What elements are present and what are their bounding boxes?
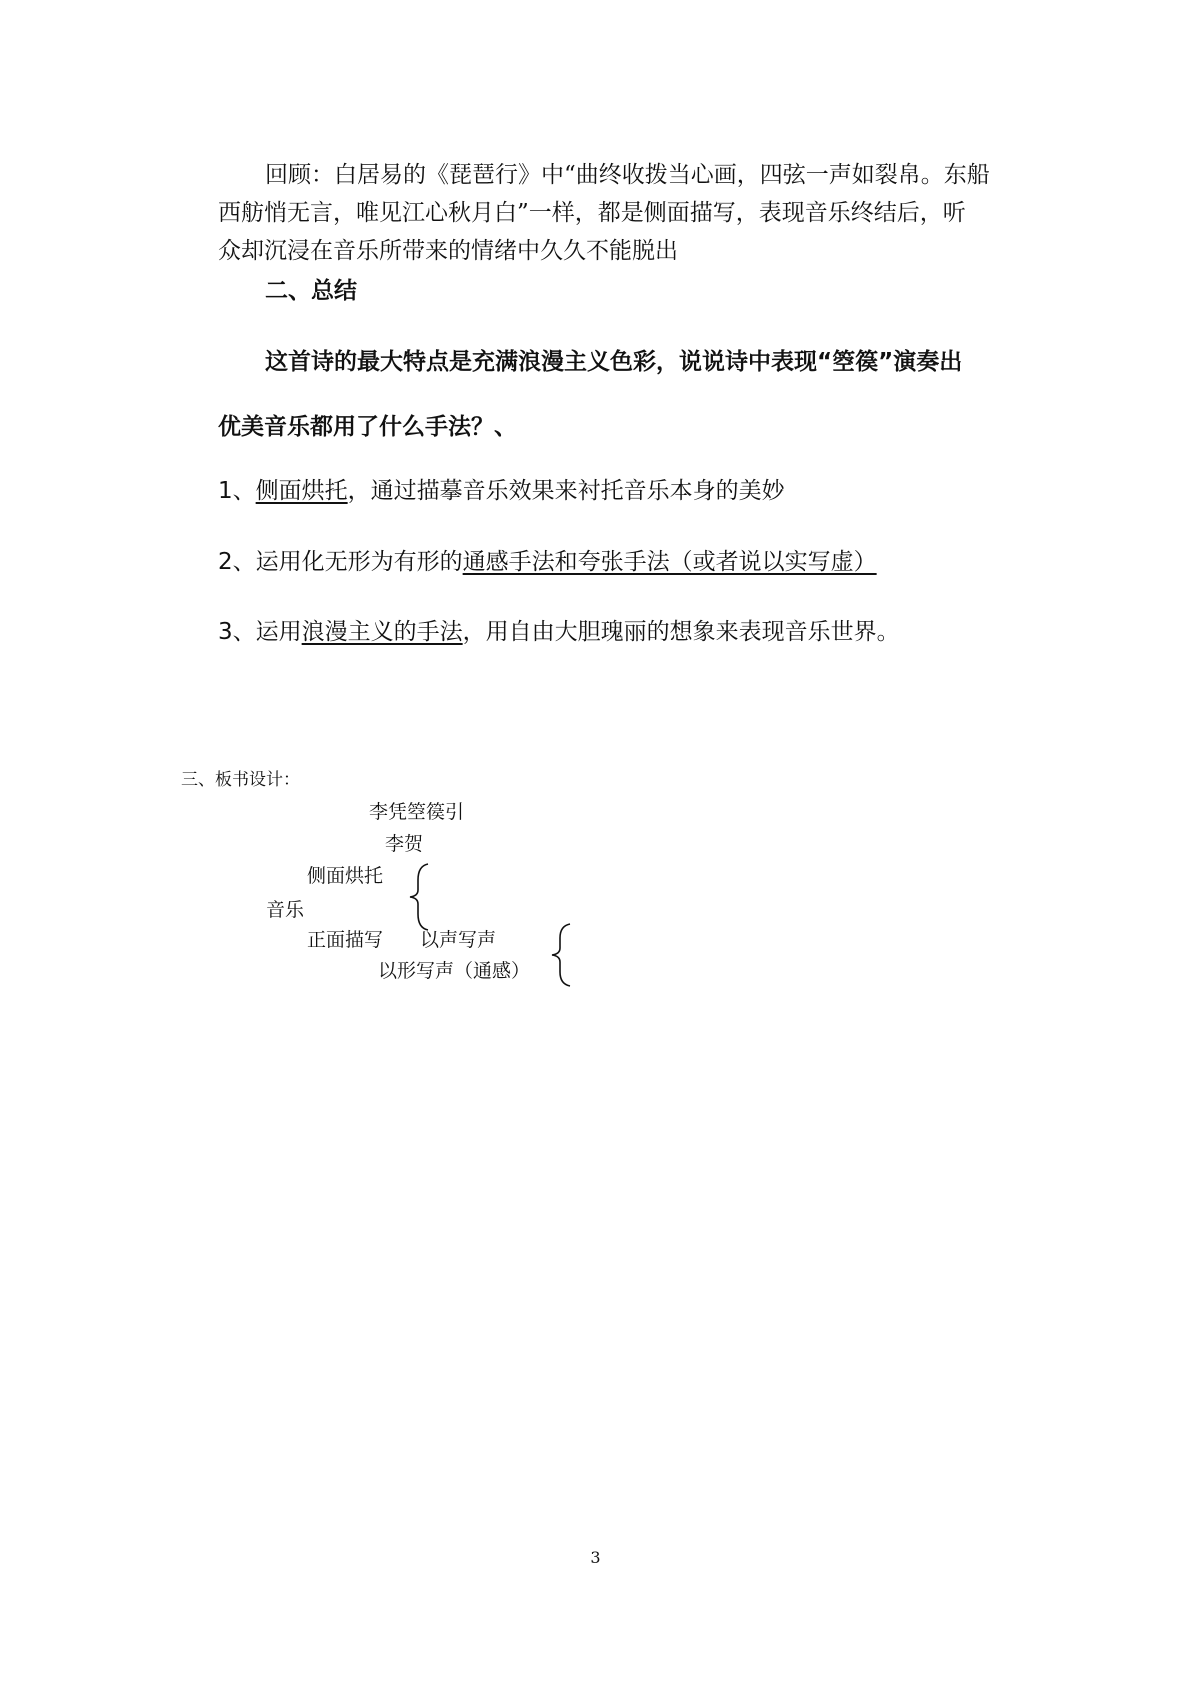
item-keyword: 通感手法和夸张手法（或者说以实写虚）: [462, 549, 877, 575]
summary-heading: 二、总结: [265, 278, 357, 304]
summary-question-line-1: 这首诗的最大特点是充满浪漫主义色彩，说说诗中表现“箜篌”演奏出: [265, 349, 963, 375]
left-brace-1: [408, 862, 430, 932]
item-prefix: 2、运用化无形为有形的: [218, 549, 463, 575]
technique-item-1: [218, 472, 785, 505]
item-text: ，用自由大胆瑰丽的想象来表现音乐世界。: [462, 619, 900, 645]
review-line-2: 西舫悄无言，唯见江心秋月白”一样，都是侧面描写，表现音乐终结后，听: [218, 200, 966, 226]
item-text: ，通过描摹音乐效果来衬托音乐本身的美妙: [347, 478, 785, 504]
review-line-1: 回顾：白居易的《琵琶行》中“曲终收拨当心画，四弦一声如裂帛。东船: [265, 162, 990, 188]
item-prefix: 3、运用: [218, 619, 302, 645]
technique-item-3: [218, 613, 900, 646]
board-poem-author: 李贺: [385, 833, 424, 855]
board-poem-title: 李凭箜篌引: [369, 801, 465, 823]
review-paragraph: [218, 156, 1008, 270]
page-number: 3: [590, 1548, 601, 1567]
technique-item-2: [218, 543, 877, 576]
board-side-technique: 侧面烘托: [307, 865, 384, 887]
item-prefix: 1、: [218, 478, 256, 504]
board-root-music: 音乐: [266, 899, 305, 921]
summary-question-line-2: 优美音乐都用了什么手法？、: [218, 414, 517, 440]
board-shape-with-sound: 以形写声（通感）: [378, 960, 531, 982]
board-sound-with-sound: 以声写声: [420, 929, 497, 951]
item-keyword: 侧面烘托: [255, 478, 348, 504]
item-keyword: 浪漫主义的手法: [301, 619, 463, 645]
review-line-3: 众却沉浸在音乐所带来的情绪中久久不能脱出: [218, 238, 678, 264]
board-front-technique: 正面描写: [307, 929, 384, 951]
left-brace-2: [550, 922, 572, 988]
board-design-heading: 三、板书设计：: [181, 770, 300, 790]
